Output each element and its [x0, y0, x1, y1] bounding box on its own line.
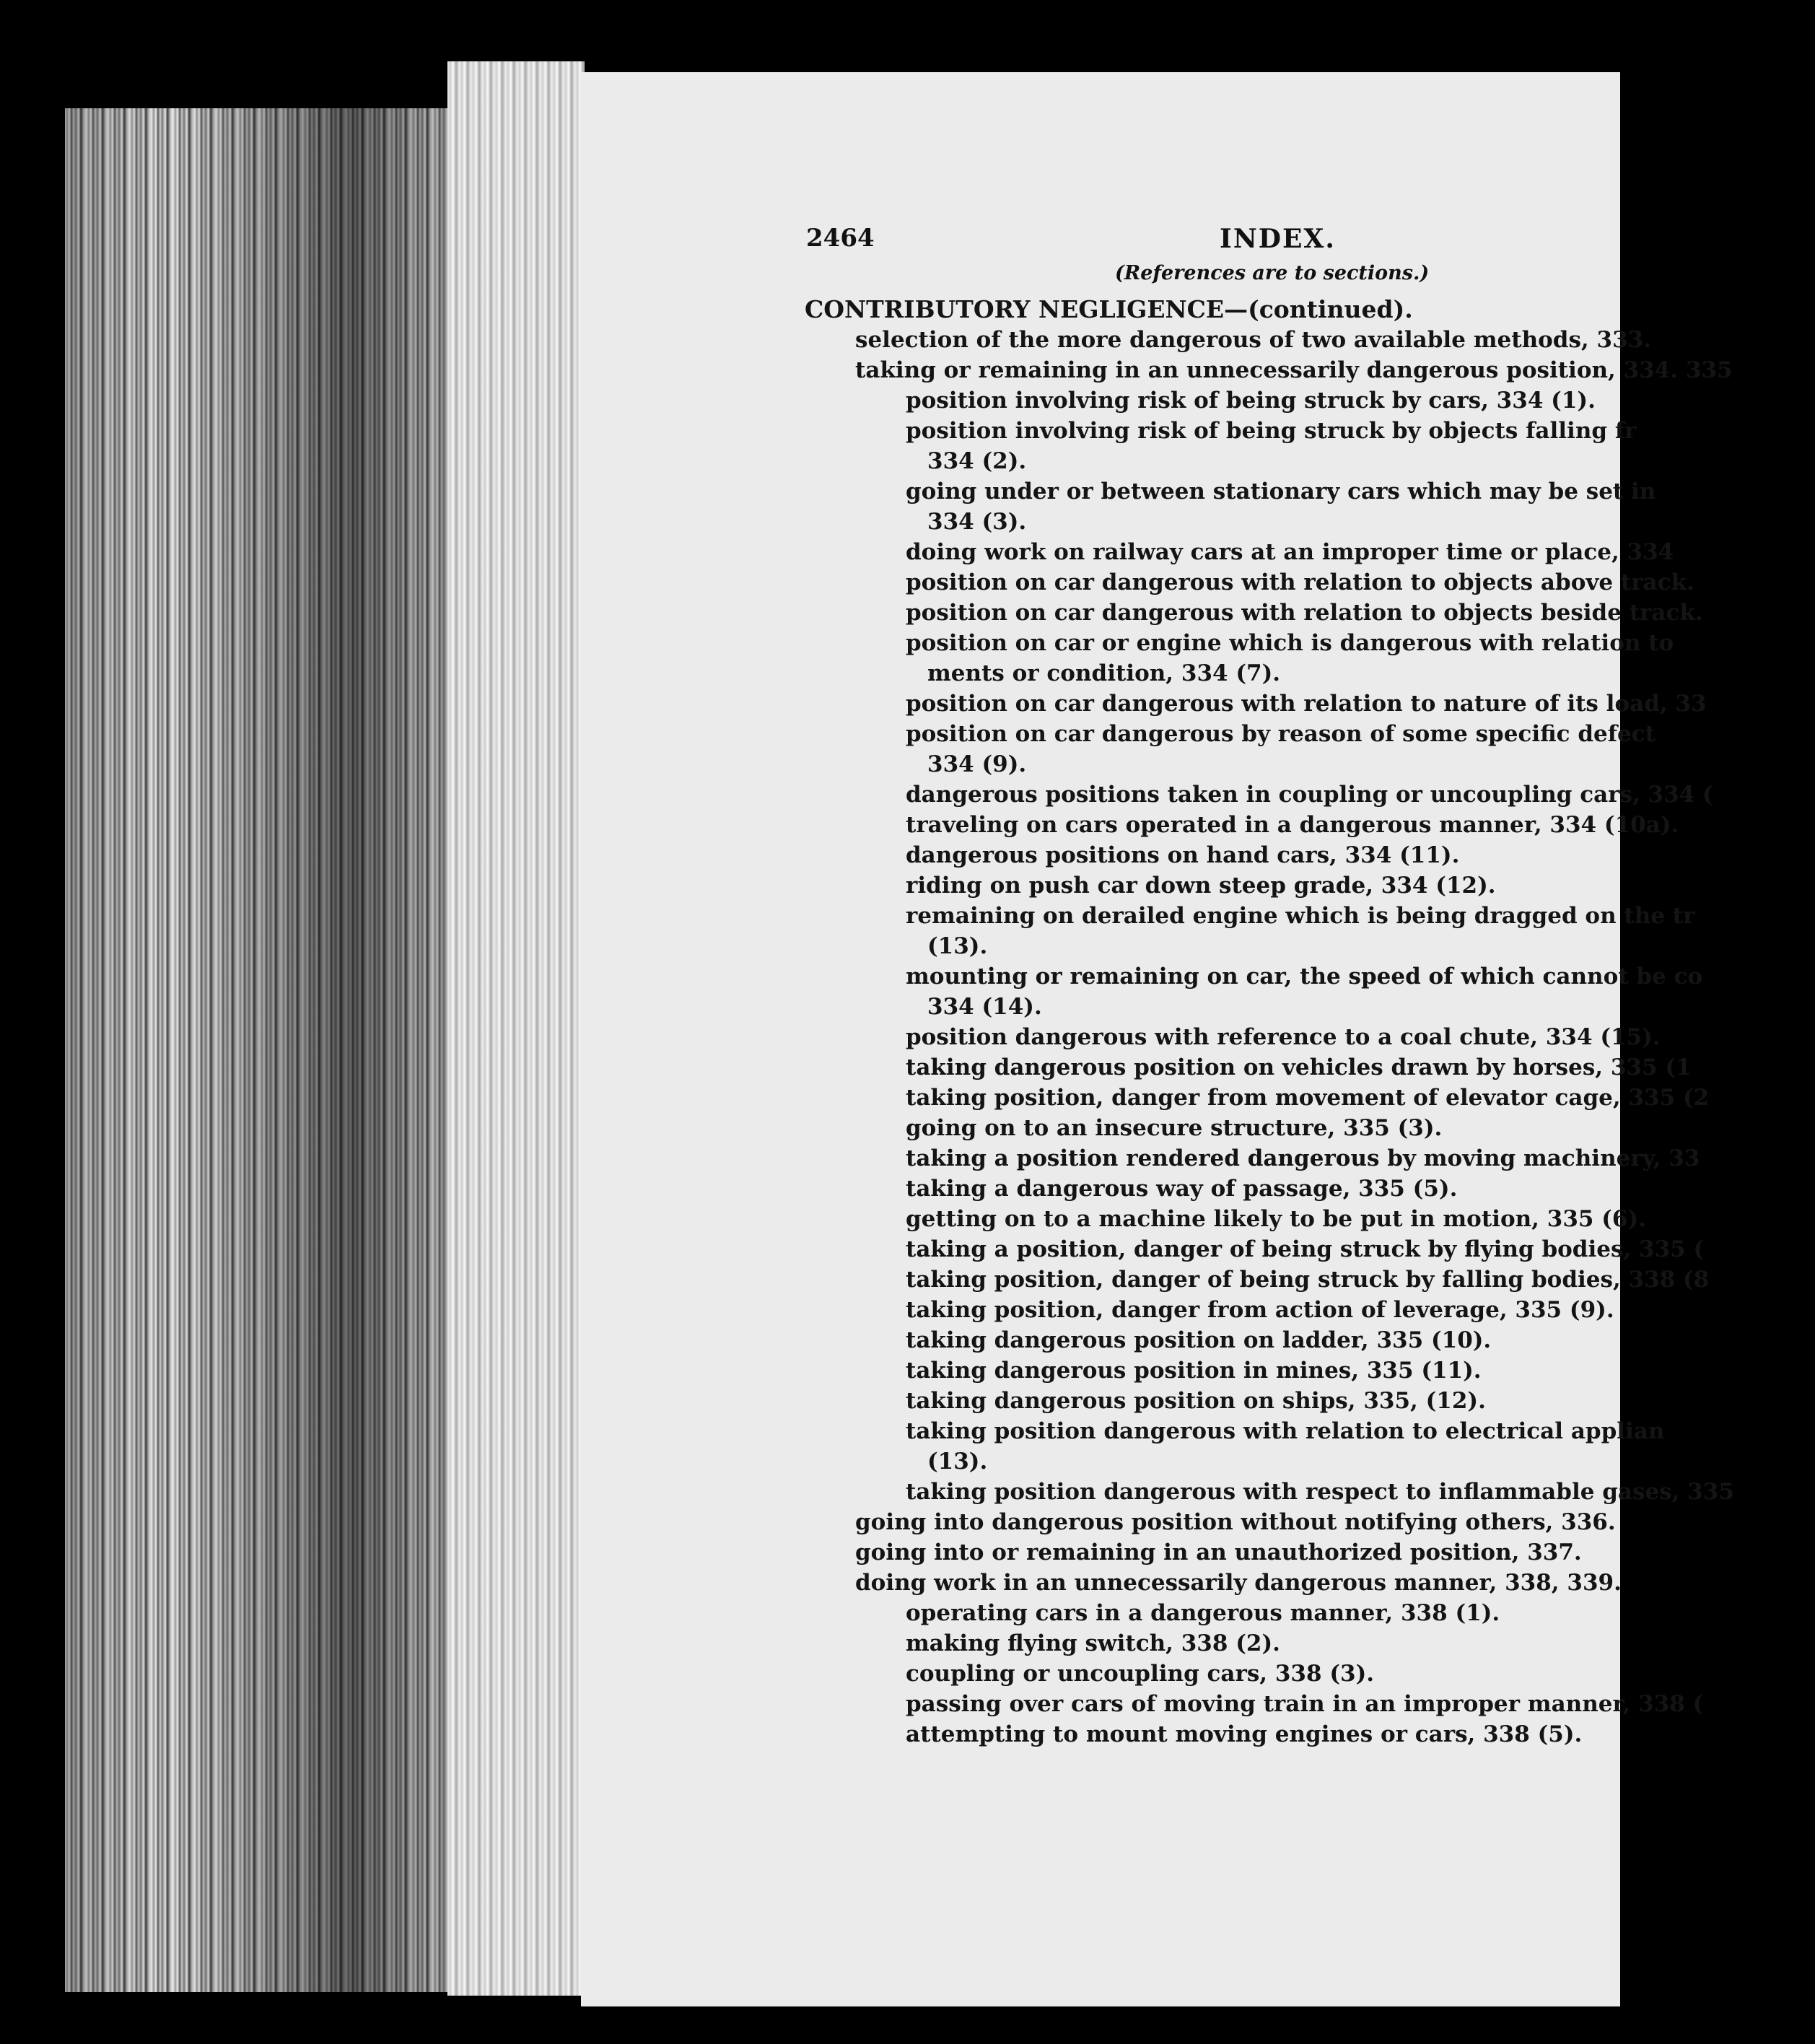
index-entry: riding on push car down steep grade, 334 (12). [906, 873, 1496, 899]
index-entry: taking position, danger of being struck by falling bodies, 338 (8 [906, 1267, 1710, 1293]
index-entry: passing over cars of moving train in an improper manner, 338 ( [906, 1691, 1704, 1717]
index-entry: selection of the more dangerous of two available methods, 333. [855, 327, 1651, 353]
index-entry: position on car dangerous with relation to objects above track. [906, 569, 1694, 595]
index-entry: making flying switch, 338 (2). [906, 1630, 1280, 1656]
index-entry: taking a position, danger of being struck by flying bodies, 335 ( [906, 1236, 1705, 1262]
index-entry: position on car dangerous by reason of some specific defect [906, 721, 1656, 747]
index-entry: 334 (9). [927, 751, 1027, 777]
index-entry: going on to an insecure structure, 335 (3). [906, 1115, 1443, 1141]
index-entry: dangerous positions taken in coupling or uncoupling cars, 334 ( [906, 782, 1713, 808]
index-page [581, 72, 1734, 2006]
index-entry: taking dangerous position on ladder, 335 (10). [906, 1327, 1492, 1353]
references-note: (References are to sections.) [1115, 262, 1430, 284]
index-entry: 334 (2). [927, 448, 1027, 474]
index-entry: doing work in an unnecessarily dangerous manner, 338, 339. [855, 1570, 1622, 1596]
index-entry: position involving risk of being struck by cars, 334 (1). [906, 388, 1596, 414]
index-entry: taking a dangerous way of passage, 335 (5). [906, 1176, 1458, 1202]
index-entry: getting on to a machine likely to be put in motion, 335 (6). [906, 1206, 1646, 1232]
page-number: 2464 [806, 224, 875, 253]
index-entry: ments or condition, 334 (7). [927, 660, 1281, 686]
index-entry: dangerous positions on hand cars, 334 (11). [906, 842, 1460, 868]
index-entry: position dangerous with reference to a coal chute, 334 (15). [906, 1024, 1661, 1050]
index-entry: doing work on railway cars at an improper time or place, 334 [906, 539, 1674, 565]
book-spine-fold [447, 61, 585, 1996]
index-entry: (13). [927, 933, 988, 959]
index-entry: going into dangerous position without notifying others, 336. [855, 1509, 1616, 1535]
index-entry: taking dangerous position on ships, 335, (12). [906, 1388, 1486, 1414]
index-entry: remaining on derailed engine which is being dragged on the tr [906, 903, 1695, 929]
index-entry: taking dangerous position in mines, 335 (11). [906, 1358, 1482, 1384]
index-entry: taking position dangerous with respect to inflammable gases, 335 [906, 1479, 1734, 1505]
index-entry: taking position, danger from action of leverage, 335 (9). [906, 1297, 1614, 1323]
index-entry: taking dangerous position on vehicles drawn by horses, 335 (1 [906, 1054, 1692, 1080]
index-entry: (13). [927, 1449, 988, 1475]
index-entry: going into or remaining in an unauthorized position, 337. [855, 1539, 1582, 1565]
index-entry: position on car dangerous with relation to nature of its load, 33 [906, 691, 1707, 717]
index-entry: position on car or engine which is dangerous with relation to [906, 630, 1674, 656]
page-title: INDEX. [1220, 224, 1336, 254]
index-entry: 334 (3). [927, 509, 1027, 535]
index-entry: taking position, danger from movement of elevator cage, 335 (2 [906, 1085, 1710, 1111]
index-entry: attempting to mount moving engines or cars, 338 (5). [906, 1721, 1583, 1747]
index-entries [805, 294, 1815, 1750]
index-entry: taking a position rendered dangerous by moving machinery, 33 [906, 1145, 1700, 1171]
index-heading: CONTRIBUTORY NEGLIGENCE—(continued). [805, 295, 1413, 323]
index-entry: position involving risk of being struck by objects falling fr [906, 418, 1637, 444]
index-entry: traveling on cars operated in a dangerous manner, 334 (10a). [906, 812, 1679, 838]
index-entry: going under or between stationary cars which may be set in [906, 479, 1656, 505]
index-entry: coupling or uncoupling cars, 338 (3). [906, 1661, 1375, 1687]
index-entry: operating cars in a dangerous manner, 338 (1). [906, 1600, 1500, 1626]
index-entry: taking position dangerous with relation to electrical applian [906, 1418, 1665, 1444]
index-entry: position on car dangerous with relation to objects beside track. [906, 600, 1703, 626]
index-entry: mounting or remaining on car, the speed of which cannot be co [906, 964, 1703, 990]
index-entry: 334 (14). [927, 994, 1042, 1020]
index-entry: taking or remaining in an unnecessarily dangerous position, 334. 335 [855, 357, 1733, 383]
